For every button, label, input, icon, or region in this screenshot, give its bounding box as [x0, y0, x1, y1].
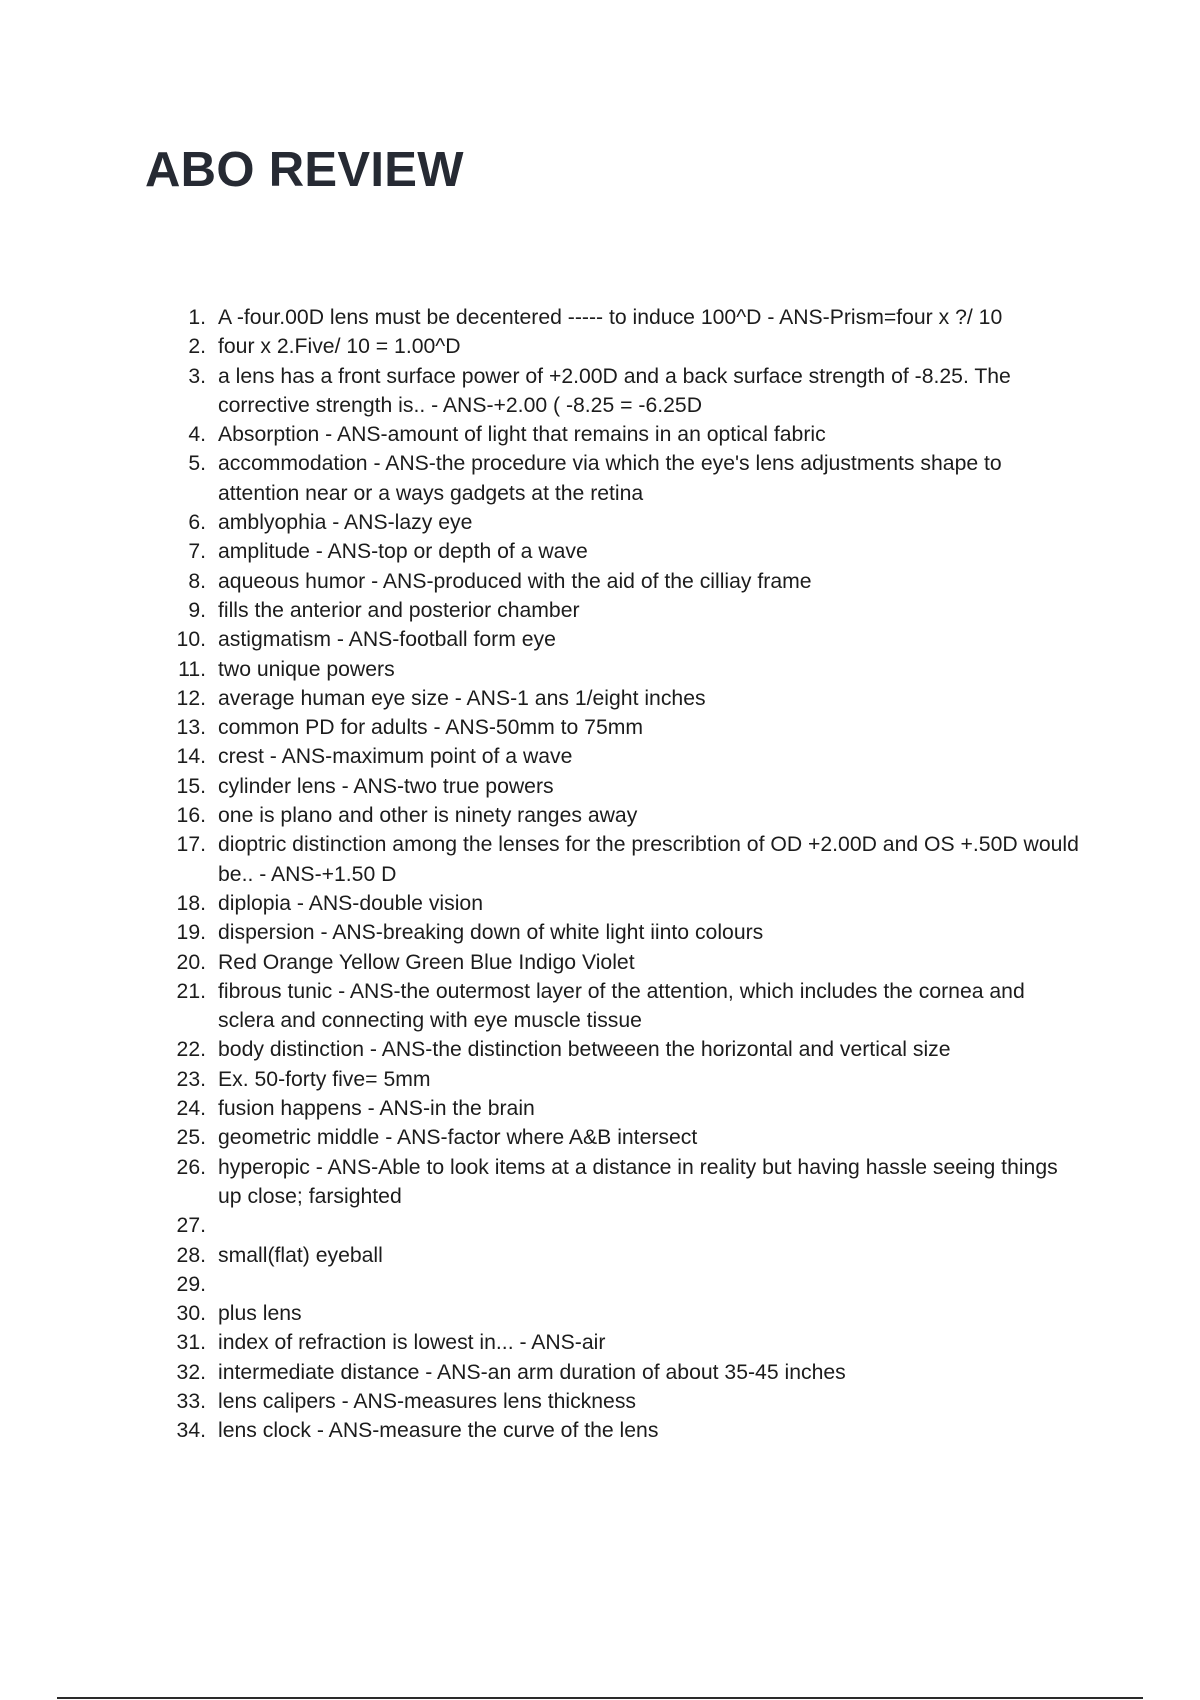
item-number: 26. — [176, 1155, 206, 1179]
item-text: four x 2.Five/ 10 = 1.00^D — [218, 335, 461, 359]
item-number: 25. — [176, 1126, 206, 1150]
item-text: small(flat) eyeball — [218, 1243, 383, 1267]
list-item — [160, 1035, 1080, 1064]
item-text: aqueous humor - ANS-produced with the aid of the cilliay frame — [218, 569, 812, 593]
item-number: 14. — [176, 745, 206, 769]
item-text: index of refraction is lowest in... - ANS-air — [218, 1331, 606, 1355]
list-item — [160, 303, 1080, 332]
item-number: 17. — [176, 833, 206, 857]
list-item — [160, 567, 1080, 596]
item-text: common PD for adults - ANS-50mm to 75mm — [218, 716, 644, 740]
item-number: 1. — [188, 306, 206, 329]
item-text: geometric middle - ANS-factor where A&B intersect — [218, 1126, 698, 1150]
item-number: 27. — [176, 1214, 206, 1238]
item-number: 33. — [176, 1389, 206, 1413]
list-item — [160, 508, 1080, 537]
item-number: 19. — [176, 921, 206, 945]
item-text: body distinction - ANS-the distinction betweeen the horizontal and vertical size — [218, 1038, 951, 1062]
item-text: amblyophia - ANS-lazy eye — [218, 511, 473, 535]
item-text: cylinder lens - ANS-two true powers — [218, 774, 554, 798]
list-item — [160, 1328, 1080, 1357]
item-number: 20. — [176, 950, 206, 974]
item-number: 2. — [188, 335, 206, 359]
item-number: 8. — [188, 569, 206, 593]
item-text: one is plano and other is ninety ranges away — [218, 804, 638, 828]
item-number: 23. — [176, 1067, 206, 1091]
qa-list — [160, 303, 1080, 1446]
item-text: two unique powers — [218, 657, 395, 681]
list-item — [160, 772, 1080, 801]
list-item — [160, 889, 1080, 918]
item-number: 24. — [176, 1097, 206, 1121]
item-text: intermediate distance - ANS-an arm duration of about 35-45 inches — [218, 1360, 846, 1384]
item-text: astigmatism - ANS-football form eye — [218, 628, 556, 652]
item-number: 7. — [188, 540, 206, 564]
list-item — [160, 1153, 1080, 1212]
list-item — [160, 713, 1080, 742]
list-item — [160, 537, 1080, 566]
list-item — [160, 948, 1080, 977]
item-number: 29. — [176, 1272, 206, 1296]
item-text — [218, 1211, 1080, 1240]
item-text: Absorption - ANS-amount of light that remains in an optical fabric — [218, 423, 826, 447]
item-text: hyperopic - ANS-Able to look items at a distance in reality but having hassle seeing things up close; farsighted — [218, 1155, 1058, 1208]
list-item — [160, 1299, 1080, 1328]
list-item — [160, 420, 1080, 449]
item-text: fusion happens - ANS-in the brain — [218, 1097, 535, 1121]
item-number: 9. — [188, 598, 206, 622]
list-item — [160, 1387, 1080, 1416]
item-text: diplopia - ANS-double vision — [218, 891, 483, 915]
item-number: 31. — [176, 1331, 206, 1355]
list-item — [160, 801, 1080, 830]
item-number: 32. — [176, 1360, 206, 1384]
list-item — [160, 1065, 1080, 1094]
list-item — [160, 1211, 1080, 1240]
list-item — [160, 1094, 1080, 1123]
list-item — [160, 332, 1080, 361]
list-item — [160, 830, 1080, 889]
list-item — [160, 1358, 1080, 1387]
list-item — [160, 1270, 1080, 1299]
list-item — [160, 625, 1080, 654]
item-number: 3. — [188, 364, 206, 388]
item-number: 34. — [176, 1419, 206, 1443]
list-item — [160, 742, 1080, 771]
item-number: 4. — [188, 423, 206, 447]
footer-divider — [57, 1697, 1143, 1699]
item-text: average human eye size - ANS-1 ans 1/eight inches — [218, 686, 706, 710]
item-number: 10. — [176, 628, 206, 652]
item-number: 22. — [176, 1038, 206, 1062]
item-number: 5. — [188, 452, 206, 476]
item-number: 18. — [176, 891, 206, 915]
list-item — [160, 362, 1080, 421]
item-number: 6. — [188, 511, 206, 535]
item-number: 21. — [176, 979, 206, 1003]
item-text: dioptric distinction among the lenses for the prescribtion of OD +2.00D and OS +.50D would be.. - ANS-+1.50 D — [218, 833, 1079, 886]
list-item — [160, 684, 1080, 713]
item-text: lens calipers - ANS-measures lens thickness — [218, 1389, 637, 1413]
page-title: ABO REVIEW — [145, 143, 464, 197]
item-text: fibrous tunic - ANS-the outermost layer of the attention, which includes the cornea and sclera and connecting with eye muscle tissue — [218, 979, 1025, 1033]
item-text: dispersion - ANS-breaking down of white light iinto colours — [218, 921, 764, 945]
list-item — [160, 1241, 1080, 1270]
item-text: A -four.00D lens must be decentered ----- to induce 100^D - ANS-Prism=four x ?/ 10 — [218, 306, 1003, 329]
item-text: accommodation - ANS-the procedure via which the eye's lens adjustments shape to attention near or a ways gadgets at the retina — [218, 452, 1002, 505]
list-item — [160, 977, 1080, 1036]
item-number: 30. — [176, 1302, 206, 1326]
item-text: crest - ANS-maximum point of a wave — [218, 745, 573, 769]
item-text: fills the anterior and posterior chamber — [218, 598, 580, 622]
list-item — [160, 449, 1080, 508]
item-text: plus lens — [218, 1302, 302, 1326]
item-number: 16. — [176, 804, 206, 828]
list-item — [160, 1416, 1080, 1445]
item-text: Ex. 50-forty five= 5mm — [218, 1067, 431, 1091]
item-text — [218, 1270, 1080, 1299]
item-number: 11. — [178, 657, 206, 681]
item-number: 28. — [176, 1243, 206, 1267]
item-text: amplitude - ANS-top or depth of a wave — [218, 540, 588, 564]
list-item — [160, 1123, 1080, 1152]
list-item — [160, 655, 1080, 684]
list-item — [160, 918, 1080, 947]
item-number: 15. — [176, 774, 206, 798]
item-text: lens clock - ANS-measure the curve of the lens — [218, 1419, 659, 1443]
item-text: Red Orange Yellow Green Blue Indigo Violet — [218, 950, 635, 974]
item-text: a lens has a front surface power of +2.00D and a back surface strength of -8.25. The corrective strength is.. - ANS-+2.00 ( -8.25 = -6.25D — [218, 364, 1011, 417]
item-number: 12. — [176, 686, 206, 710]
item-number: 13. — [176, 716, 206, 740]
list-item — [160, 596, 1080, 625]
